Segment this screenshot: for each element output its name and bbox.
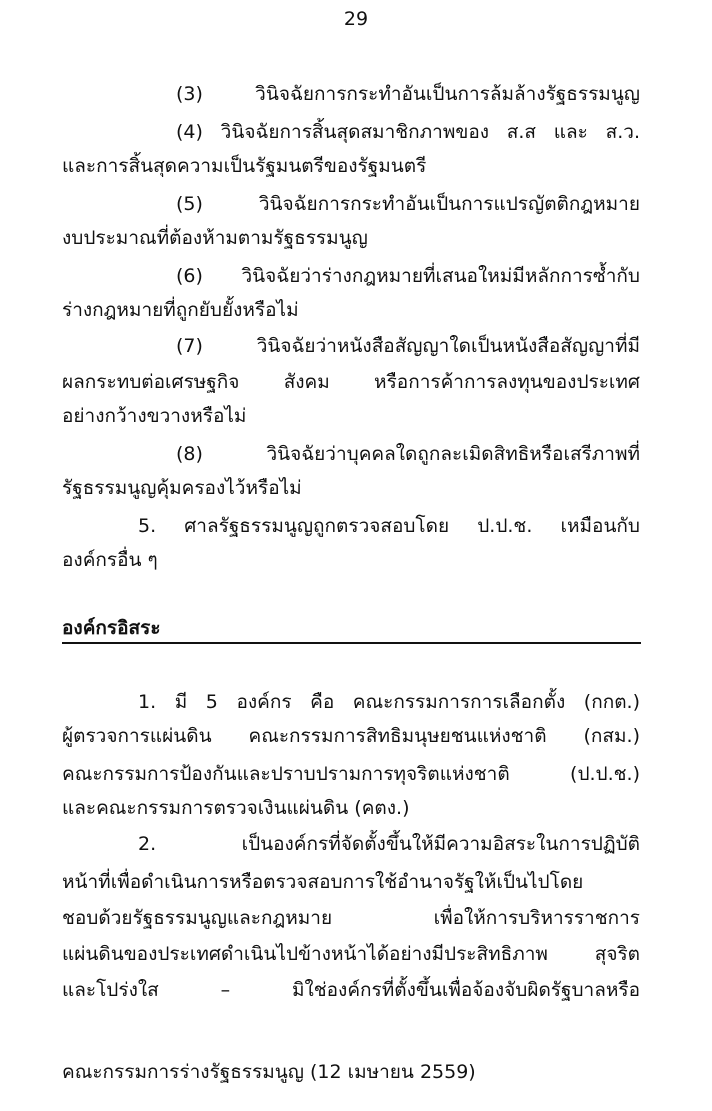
- page-number: 29: [343, 8, 369, 30]
- paragraph-line: ผู้ตรวจการแผ่นดิน คณะกรรมการสิทธิมนุษยชนแห่งชาติ (กสม.): [62, 725, 640, 747]
- paragraph-line: และคณะกรรมการตรวจเงินแผ่นดิน (คตง.): [62, 797, 410, 819]
- paragraph-line: รัฐธรรมนูญคุ้มครองไว้หรือไม่: [62, 477, 302, 499]
- paragraph-line: งบประมาณที่ต้องห้ามตามรัฐธรรมนูญ: [62, 227, 368, 249]
- paragraph-line: หน้าที่เพื่อดำเนินการหรือตรวจสอบการใช้อำนาจรัฐให้เป็นไปโดย: [62, 871, 584, 893]
- paragraph-line: องค์กรอื่น ๆ: [62, 549, 158, 571]
- list-item: (3) วินิจฉัยการกระทำอันเป็นการล้มล้างรัฐธรรมนูญ: [176, 83, 640, 105]
- page-footer: คณะกรรมการร่างรัฐธรรมนูญ (12 เมษายน 2559): [62, 1061, 476, 1083]
- paragraph-line: แผ่นดินของประเทศดำเนินไปข้างหน้าได้อย่างมีประสิทธิภาพ สุจริต: [62, 943, 640, 965]
- section-heading: องค์กรอิสระ: [62, 617, 161, 639]
- paragraph-line: ร่างกฎหมายที่ถูกยับยั้งหรือไม่: [62, 299, 299, 321]
- paragraph-line: ผลกระทบต่อเศรษฐกิจ สังคม หรือการค้าการลงทุนของประเทศ: [62, 371, 640, 393]
- list-item: (7) วินิจฉัยว่าหนังสือสัญญาใดเป็นหนังสือสัญญาที่มี: [176, 335, 640, 357]
- paragraph-line: คณะกรรมการป้องกันและปราบปรามการทุจริตแห่งชาติ (ป.ป.ช.): [62, 763, 640, 785]
- list-item: (6) วินิจฉัยว่าร่างกฎหมายที่เสนอใหม่มีหลักการซ้ำกับ: [176, 265, 640, 287]
- paragraph-line: และโปร่งใส – มิใช่องค์กรที่ตั้งขึ้นเพื่อจ้องจับผิดรัฐบาลหรือ: [62, 979, 640, 1001]
- list-item: (4) วินิจฉัยการสิ้นสุดสมาชิกภาพของ ส.ส และ ส.ว.: [176, 121, 640, 143]
- list-item: 2. เป็นองค์กรที่จัดตั้งขึ้นให้มีความอิสระในการปฏิบัติ: [138, 833, 640, 855]
- paragraph-line: และการสิ้นสุดความเป็นรัฐมนตรีของรัฐมนตรี: [62, 155, 427, 177]
- list-item: (5) วินิจฉัยการกระทำอันเป็นการแปรญัตติกฎหมาย: [176, 193, 640, 215]
- section-divider: [62, 642, 641, 644]
- paragraph-line: อย่างกว้างขวางหรือไม่: [62, 405, 247, 427]
- list-item: 5. ศาลรัฐธรรมนูญถูกตรวจสอบโดย ป.ป.ช. เหมือนกับ: [138, 515, 640, 537]
- paragraph-line: ชอบด้วยรัฐธรรมนูญและกฎหมาย เพื่อให้การบริหารราชการ: [62, 907, 640, 929]
- list-item: (8) วินิจฉัยว่าบุคคลใดถูกละเมิดสิทธิหรือเสรีภาพที่: [176, 443, 640, 465]
- list-item: 1. มี 5 องค์กร คือ คณะกรรมการการเลือกตั้ง (กกต.): [138, 691, 640, 713]
